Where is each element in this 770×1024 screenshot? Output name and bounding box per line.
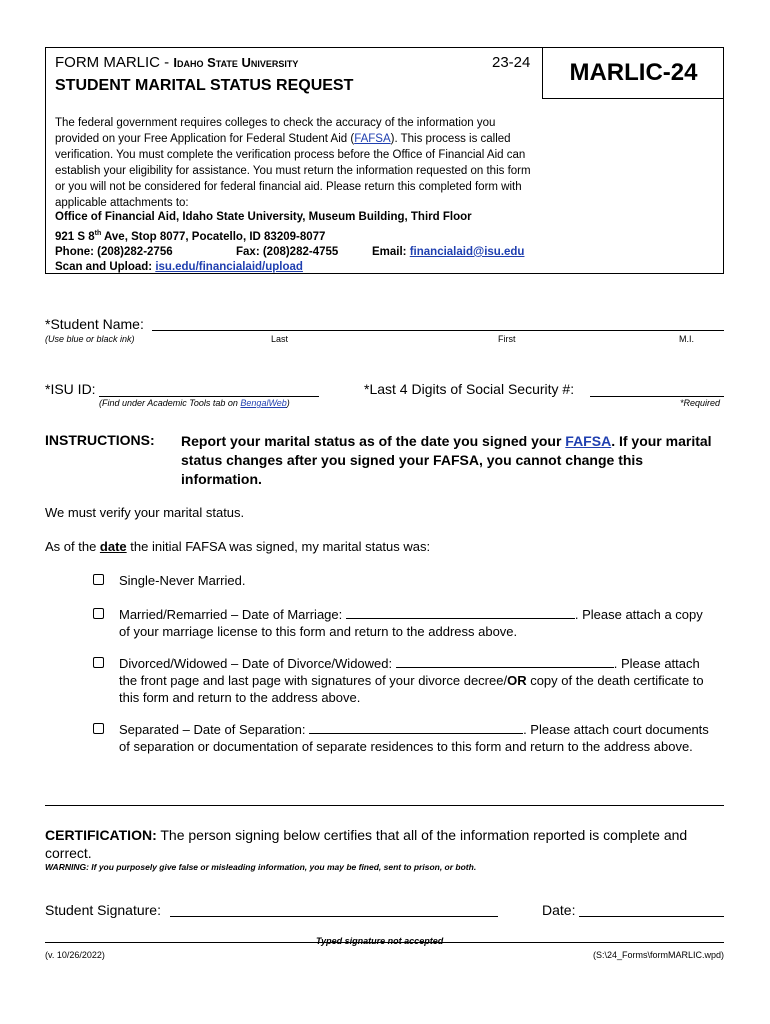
as-of-text	[45, 538, 430, 555]
upload-link[interactable]: isu.edu/financialaid/upload	[155, 261, 303, 274]
student-name-field[interactable]	[152, 330, 724, 331]
separation-date-field[interactable]	[309, 721, 523, 734]
address-line1: Office of Financial Aid, Idaho State University, Museum Building, Third Floor	[55, 211, 472, 223]
ssn-field[interactable]	[590, 396, 724, 397]
isu-id-label: *ISU ID:	[45, 381, 96, 397]
option-married	[119, 606, 709, 640]
separated-text-a: Separated – Date of Separation:	[119, 722, 310, 737]
signature-date-field[interactable]	[579, 916, 724, 917]
form-title-prefix: FORM MARLIC -	[55, 54, 174, 71]
form-title-line1	[55, 54, 298, 71]
middle-initial-caption: M.I.	[679, 334, 694, 344]
instructions-fafsa-link[interactable]: FAFSA	[565, 433, 612, 449]
instructions-text	[181, 432, 721, 489]
form-title-university: Idaho State University	[173, 55, 299, 70]
warning-text: WARNING: If you purposely give false or misleading information, you may be fined, sent to prison, or both.	[45, 862, 477, 872]
office-address	[55, 210, 541, 276]
instructions-text-1: Report your marital status as of the date you signed your	[181, 433, 566, 449]
ssn-label: *Last 4 Digits of Social Security #:	[364, 381, 575, 397]
award-year: 23-24	[492, 54, 531, 71]
as-of-prefix: As of the	[45, 539, 100, 554]
date-label: Date:	[542, 902, 576, 918]
fafsa-link[interactable]: FAFSA	[354, 133, 391, 145]
verification-intro	[55, 115, 535, 211]
single-checkbox[interactable]	[93, 574, 104, 585]
form-code: MARLIC-24	[569, 59, 698, 86]
divorce-date-field[interactable]	[396, 655, 614, 668]
intro-text-2: ). This process is called verification. You must complete the verification process before the Office of Financial Aid can establish your eligibility for assistance. You must return the information requested on this form or you will not be considered for federal financial aid. Please return this completed form with applicable attachments to:	[55, 133, 531, 209]
address-sup: th	[94, 229, 102, 237]
instructions-text-2: . If your marital status changes after you signed your FAFSA, you cannot change this information.	[181, 433, 712, 487]
verify-text: We must verify your marital status.	[45, 505, 245, 520]
phone: Phone: (208)282-2756	[55, 245, 173, 258]
isu-id-hint-suffix: )	[286, 398, 290, 408]
signature-label: Student Signature:	[45, 902, 161, 918]
first-name-caption: First	[498, 334, 516, 344]
email-link[interactable]: financialaid@isu.edu	[409, 245, 525, 258]
isu-id-field[interactable]	[99, 396, 319, 397]
marriage-date-field[interactable]	[346, 606, 575, 619]
isu-id-hint	[99, 398, 290, 408]
typed-signature-note: Typed signature not accepted	[316, 936, 444, 946]
isu-id-hint-prefix: (Find under Academic Tools tab on	[99, 398, 241, 408]
header-divider-horizontal	[542, 98, 724, 99]
required-note: *Required	[680, 398, 721, 408]
as-of-date-word: date	[99, 539, 127, 554]
signature-field[interactable]	[170, 916, 498, 917]
divorced-checkbox[interactable]	[93, 657, 104, 668]
fax: Fax: (208)282-4755	[236, 245, 339, 258]
address-city: Ave, Stop 8077, Pocatello, ID 83209-8077	[101, 230, 326, 243]
separated-checkbox[interactable]	[93, 723, 104, 734]
ink-note: (Use blue or black ink)	[45, 334, 135, 344]
option-single: Single-Never Married.	[119, 573, 246, 588]
student-name-label: *Student Name:	[45, 316, 144, 332]
certification-text	[45, 826, 725, 862]
certification-body: The person signing below certifies that all of the information reported is complete and correct.	[45, 827, 688, 861]
divorced-text-a: Divorced/Widowed – Date of Divorce/Widowed:	[119, 656, 396, 671]
section-divider	[45, 805, 724, 806]
intro-text-1: The federal government requires colleges to check the accuracy of the information you provided on your Free Application for Federal Student Aid (	[55, 117, 496, 145]
separated-text-b: . Please attach court documents of separation or documentation of separate residences to this form and return to the address above.	[119, 722, 709, 754]
married-text-a: Married/Remarried – Date of Marriage:	[119, 607, 346, 622]
divorced-text-c: copy of the death certificate to this form and return to the address above.	[119, 673, 704, 705]
divorced-or: OR	[507, 673, 527, 688]
header-box	[45, 47, 724, 274]
married-text-b: . Please attach a copy of your marriage license to this form and return to the address above.	[119, 607, 703, 639]
form-title-line2: STUDENT MARITAL STATUS REQUEST	[55, 77, 354, 94]
file-path: (S:\24_Forms\formMARLIC.wpd)	[592, 950, 724, 960]
bengalweb-link[interactable]: BengalWeb	[240, 398, 287, 408]
address-street: 921 S 8	[55, 230, 95, 243]
address-line2	[55, 226, 541, 245]
option-separated	[119, 721, 709, 755]
divorced-text-b: . Please attach the front page and last page with signatures of your divorce decree/	[119, 656, 700, 688]
version-note: (v. 10/26/2022)	[45, 950, 105, 960]
email-label: Email:	[372, 245, 410, 258]
contact-line	[55, 245, 541, 261]
certification-label: CERTIFICATION:	[45, 827, 157, 843]
option-divorced	[119, 655, 709, 706]
last-name-caption: Last	[271, 334, 289, 344]
upload-label: Scan and Upload:	[55, 261, 156, 274]
upload-line	[55, 260, 541, 276]
as-of-suffix: the initial FAFSA was signed, my marital status was:	[126, 539, 431, 554]
instructions-label: INSTRUCTIONS:	[45, 432, 155, 448]
married-checkbox[interactable]	[93, 608, 104, 619]
